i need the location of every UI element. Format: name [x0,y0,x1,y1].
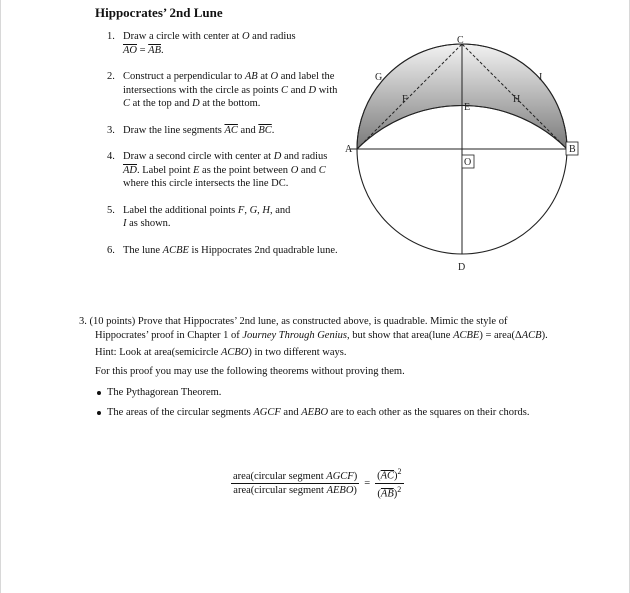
step-text: is Hippocrates 2nd quadrable lune. [188,244,338,256]
point-label: O [270,71,279,82]
exponent: 2 [397,467,402,476]
book-title: Journey Through Genius [242,329,347,341]
formula-text: area(circular segment [233,470,327,482]
step-text: as shown. [126,218,171,229]
label-d: D [458,262,466,273]
step-number: 4. [107,151,115,162]
point-label: G [249,204,258,216]
segment-label: AEBO [301,406,329,418]
theorems-intro: For this proof you may use the following theorems without proving them. [95,365,405,377]
label-h: H [513,94,521,105]
step-number: 2. [107,71,115,82]
point-label: D [273,151,282,162]
point-label: C [281,84,289,96]
theorem-pythagorean [79,386,559,400]
step-number: 1. [107,31,115,42]
segment-label: $\overline{AD}$ [123,164,137,176]
point-label: F [237,204,245,216]
problem-text: , but show that area(lune [346,329,454,341]
step-3 [107,124,339,138]
right-fraction [375,467,403,499]
label-b: B [569,144,576,155]
hint [79,346,559,360]
step-text: = [137,44,149,56]
theorem-text: are to each other as the squares on their chords. [328,406,530,418]
problem-points: (10 points) [89,316,136,327]
step-5 [107,204,339,231]
step-text: and [237,124,259,136]
step-number: 3. [107,124,115,136]
step-6 [107,244,339,258]
step-text: Label the additional points [123,204,238,216]
construction-steps [107,30,339,257]
formula-var: AEBO [326,484,354,496]
left-fraction [231,471,359,496]
step-4 [107,150,339,191]
step-text: . [271,124,275,136]
theorem-segments [79,406,559,420]
point-label: D [308,84,317,96]
step-text: Draw the line segments [123,124,225,136]
label-e: E [464,102,471,113]
step-text: and label the intersections with the circle as points [123,71,335,96]
label-g: G [375,72,383,83]
formula-text: ) [353,484,357,496]
step-2 [107,70,339,111]
step-text: . Label point [137,164,193,176]
segment-label: $\overline{AB}$ [380,488,394,499]
numerator [231,471,359,484]
document-title: Hippocrates’ 2nd Lune [95,5,223,20]
step-text: . [161,44,164,56]
hint-text: ) in two different ways. [248,347,347,358]
step-text: , [257,204,263,216]
numerator: $(\overline{AC})^2$ [377,467,402,482]
denominator: $(\overline{AB})^2$ [377,484,402,499]
step-text: and [298,164,319,176]
point-label: H [262,204,270,216]
point-label: O [290,164,299,176]
label-a: A [345,144,353,155]
step-text: as the point between [199,164,291,176]
formula-text: ) [353,470,358,482]
semicircle-label: ACBO [220,347,249,358]
hint-text: Hint: Look at area(semicircle [95,347,221,358]
step-text: Draw a circle with center at [123,31,242,42]
label-c: C [457,35,464,46]
point-label: I [123,218,127,229]
theorem-list [79,386,559,419]
exponent: 2 [397,484,402,494]
problem-3 [79,315,559,419]
segment-label: $\overline{AC}$ [224,124,238,136]
formula-var: AGCF [326,470,354,482]
step-text: Draw a second circle with center at [123,151,274,162]
theorem-text: The areas of the circular segments [107,406,254,418]
step-text: , and [270,204,291,216]
point-label: E [193,164,200,176]
point-label: O [241,31,250,42]
step-text: The lune [123,244,163,256]
point-label: C [123,98,131,109]
step-text: at the top and [130,98,193,109]
lune-label: ACBE [162,244,189,256]
point-label: C [318,164,326,176]
step-text: at [257,71,271,82]
step-text: and [288,84,309,96]
step-1 [107,30,339,57]
triangle-label: ACB [521,329,542,341]
problem-number: 3. [79,316,87,327]
lune-diagram [345,34,585,274]
segment-label: $\overline{BC}$ [258,124,272,136]
equals-sign: = [364,477,371,489]
step-text: , [244,204,250,216]
label-i: I [539,72,543,83]
step-text: Construct a perpendicular to [123,71,245,82]
problem-text: Prove that Hippocrates’ 2nd lune, as constructed above, is quadrable. Mimic the style of Hippocrates’ proof in Chapter 1 of [95,316,508,341]
formula-text: area(circular segment [233,484,327,496]
label-o: O [464,157,472,168]
problem-text: ) = area(Δ [479,329,522,341]
step-number: 6. [107,244,115,256]
lune-label: ACBE [453,329,480,341]
step-text: where this circle intersects the line DC. [123,178,289,189]
step-text: at the bottom. [199,98,261,109]
segment-label: $\overline{AC}$ [380,470,395,482]
problem-statement [79,315,559,342]
theorem-text: and [280,406,302,418]
segment-ratio-formula [231,467,404,499]
step-text: with [316,84,338,96]
point-label: D [192,98,200,109]
point-label: AB [244,71,258,82]
segment-label: $\overline{AB}$ [148,44,161,56]
step-number: 5. [107,204,115,216]
segment-label: $\overline{AO}$ [123,44,137,56]
problem-text: ). [541,329,548,341]
step-text: and radius [281,151,328,162]
step-text: and radius [249,31,296,42]
denominator [231,484,359,496]
segment-label: AGCF [253,406,281,418]
theorem-text: The Pythagorean Theorem. [107,387,222,398]
label-f: F [402,94,408,105]
